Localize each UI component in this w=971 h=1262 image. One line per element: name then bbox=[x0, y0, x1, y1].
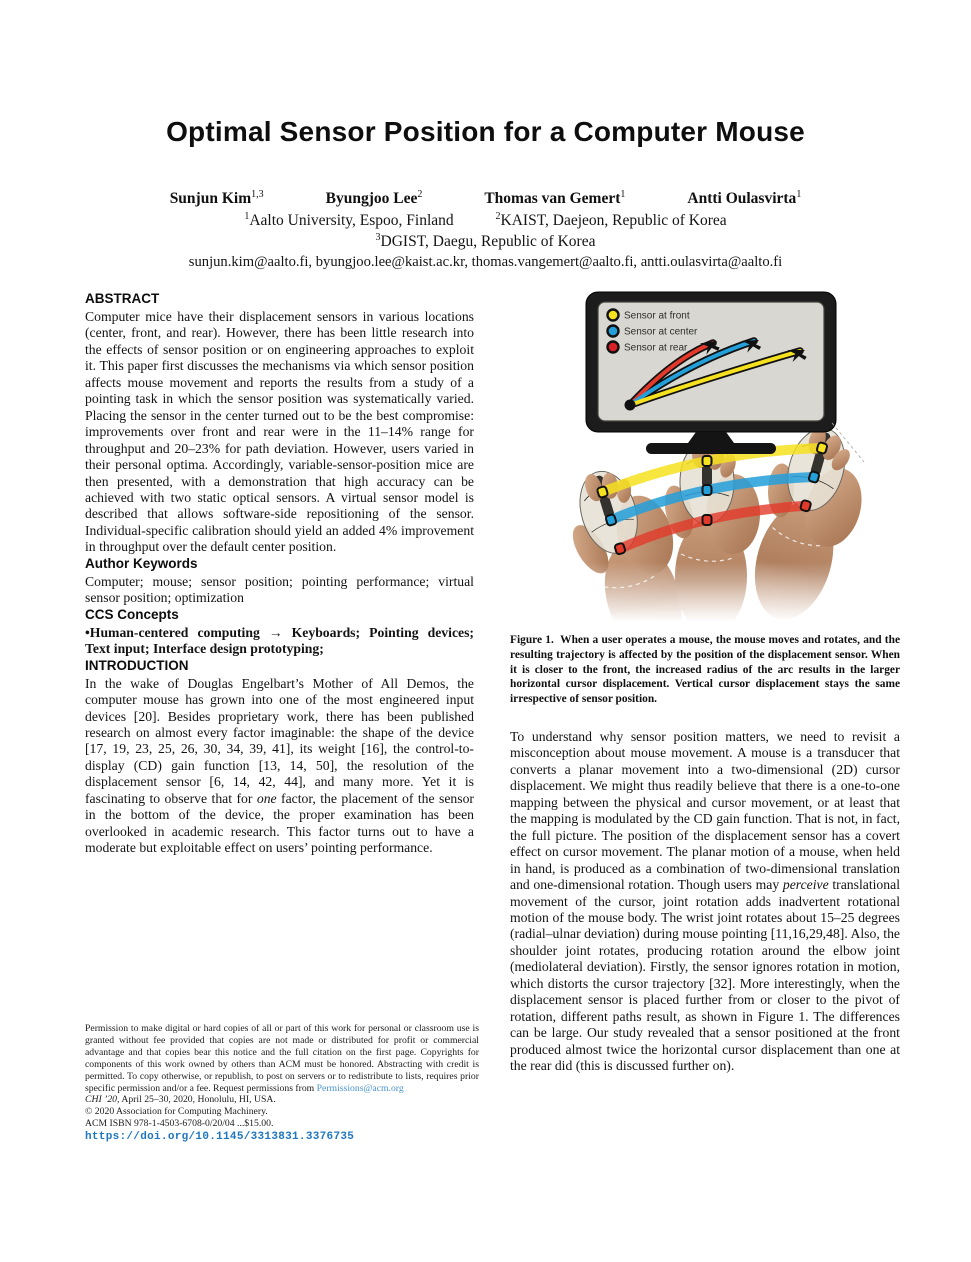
ccs-heading: CCS Concepts bbox=[85, 606, 179, 622]
legend-swatch-rear bbox=[608, 342, 619, 353]
affiliation-line-2 bbox=[0, 232, 971, 251]
abstract-text: Computer mice have their displacement sensors in various locations (center, front, and rear). However, there has been little research into the effects of sensor position or on engineering approaches to exploit it. This paper first discusses the mechanisms via which sensor position affects mouse movement and reports the results from a study of a pointing task in which the sensor position was systematically varied. Placing the sensor in the center turned out to be the best compromise: improvements over front and rear were in the 11–14% range for throughput and 20–23% for path deviation. However, users varied in their personal optima. Accordingly, variable-sensor-position mice are then presented, with a demonstration that high accuracy can be achieved with two static optical sensors. A virtual sensor model is described that allows software-side repositioning of the sensor. Individual-specific calibration should yield an added 4% improvement in throughput over the default center position. bbox=[85, 309, 474, 555]
figure-1-caption: Figure 1. When a user operates a mouse, the mouse moves and rotates, and the resulting trajectory is affected by the position of the displacement sensor. When it is closer to the front, the increased radius of the arc results in the larger horizontal cursor displacement. Vertical cursor displacement stays the same irrespective of sensor position. bbox=[510, 634, 900, 706]
keywords-text: Computer; mouse; sensor position; pointing performance; virtual sensor position; optimization bbox=[85, 573, 474, 606]
permission-paragraph: Permission to make digital or hard copies of all or part of this work for personal or classroom use is granted without fee provided that copies are not made or distributed for profit or commercial advantage and that copies bear this notice and the full citation on the first page. Copyrights for components of this work owned by others than ACM must be honored. Abstracting with credit is permitted. To copy otherwise, or republish, to post on servers or to redistribute to lists, requires prior specific permission and/or a fee. Request permissions from Permissions@acm.org bbox=[85, 1023, 479, 1094]
introduction-heading: INTRODUCTION bbox=[85, 657, 189, 673]
main-text: To understand why sensor position matters, we need to revisit a misconception about mouse movement. A mouse is a transducer that converts a planar movement into a two-dimensional (2D) cursor displacement. We might thus readily believe that there is a one-to-one mapping between the physical and cursor movement, or at least that the mapping is modulated by the CD gain function. That is not, in fact, the full picture. The position of the displacement sensor has a covert effect on cursor movement. The planar motion of a mouse, when held in hand, is produced as a combination of two-dimensional translation and one-dimensional rotation. Though users may perceive translational movement of the cursor, joint rotation adds inadvertent rotational motion of the mouse body. The wrist joint rotates about 15–25 degrees (radial–ulnar deviation) during mouse pointing [11,16,29,48]. Also, the shoulder joint rotates, producing rotation around the elbow joint (mediolateral deviation). Firstly, the sensor ignores rotation in motion, which distorts the cursor trajectory [32]. More interestingly, when the displacement sensor is placed further from or closer to the pivot of rotation, different paths result, as shown in Figure 1. The differences can be large. Our study revealed that a sensor positioned at the front produced almost twice the horizontal cursor displacement than one at the rear did (this is discussed further on). bbox=[510, 728, 900, 1074]
author-3: Thomas van Gemert$^1$ bbox=[484, 189, 626, 208]
monitor-neck bbox=[688, 432, 734, 443]
copyright-block bbox=[85, 1023, 479, 1144]
rightwards-arrow-glyph: → bbox=[268, 624, 283, 640]
author-1: Sunjun Kim$^{1,3}$ bbox=[169, 189, 264, 208]
keywords-heading: Author Keywords bbox=[85, 555, 198, 571]
author-2: Byungjoo Lee$^2$ bbox=[325, 189, 423, 208]
monitor-base bbox=[646, 443, 776, 454]
figure-1-image bbox=[510, 290, 900, 622]
right-column bbox=[510, 290, 900, 1075]
isbn-line: ACM ISBN 978-1-4503-6708-0/20/04 ...$15.00. bbox=[85, 1118, 274, 1130]
author-emails: sunjun.kim@aalto.fi, byungjoo.lee@kaist.ac.kr, thomas.vangemert@aalto.fi, antti.oulasvirta@aalto.fi bbox=[188, 254, 783, 270]
affiliation-3: $^3$DGIST, Daegu, Republic of Korea bbox=[375, 232, 596, 251]
copyright-line: © 2020 Association for Computing Machinery. bbox=[85, 1106, 268, 1118]
legend-label-center: Sensor at center bbox=[624, 326, 698, 338]
conference-line: CHI ’20, April 25–30, 2020, Honolulu, HI, USA. bbox=[85, 1094, 276, 1106]
affiliation-1: $^1$Aalto University, Espoo, Finland bbox=[244, 211, 454, 230]
legend-swatch-front bbox=[608, 310, 619, 321]
introduction-text: In the wake of Douglas Engelbart’s Mother of All Demos, the computer mouse has grown into one of the most engineered input devices [20]. Besides proprietary work, there has been published research on almost every factor imaginable: the shape of the device [17, 19, 23, 25, 26, 30, 34, 39, 41], its weight [16], the control-to-display (CD) gain function [13, 14, 50], the resolution of the displacement sensor [6, 14, 42, 44], and many more. Yet it is fascinating to observe that for one factor, the placement of the sensor in the bottom of the device, the proper examination has been overlooked in academic research. This factor turns out to have a moderate but exploitable effect on users’ pointing performance. bbox=[85, 675, 474, 856]
legend-label-front: Sensor at front bbox=[624, 310, 690, 322]
left-column bbox=[85, 291, 474, 857]
trajectory-start-dot bbox=[625, 400, 636, 411]
affiliation-2: $^2$KAIST, Daejeon, Republic of Korea bbox=[495, 211, 727, 230]
paper-title: Optimal Sensor Position for a Computer Mouse bbox=[166, 116, 805, 147]
legend-label-rear: Sensor at rear bbox=[624, 342, 688, 354]
author-line bbox=[0, 189, 971, 208]
permissions-email-link[interactable]: Permissions@acm.org bbox=[316, 1082, 404, 1094]
abstract-heading: ABSTRACT bbox=[85, 291, 160, 306]
ccs-text: •Human-centered computing → Keyboards; Pointing devices; Text input; Interface design prototyping; bbox=[85, 624, 474, 657]
doi-link[interactable]: https://doi.org/10.1145/3313831.3376735 bbox=[85, 1131, 355, 1144]
figure-1 bbox=[510, 290, 900, 707]
affiliation-line-1 bbox=[0, 211, 971, 230]
legend-swatch-center bbox=[608, 326, 619, 337]
author-4: Antti Oulasvirta$^1$ bbox=[687, 189, 802, 208]
